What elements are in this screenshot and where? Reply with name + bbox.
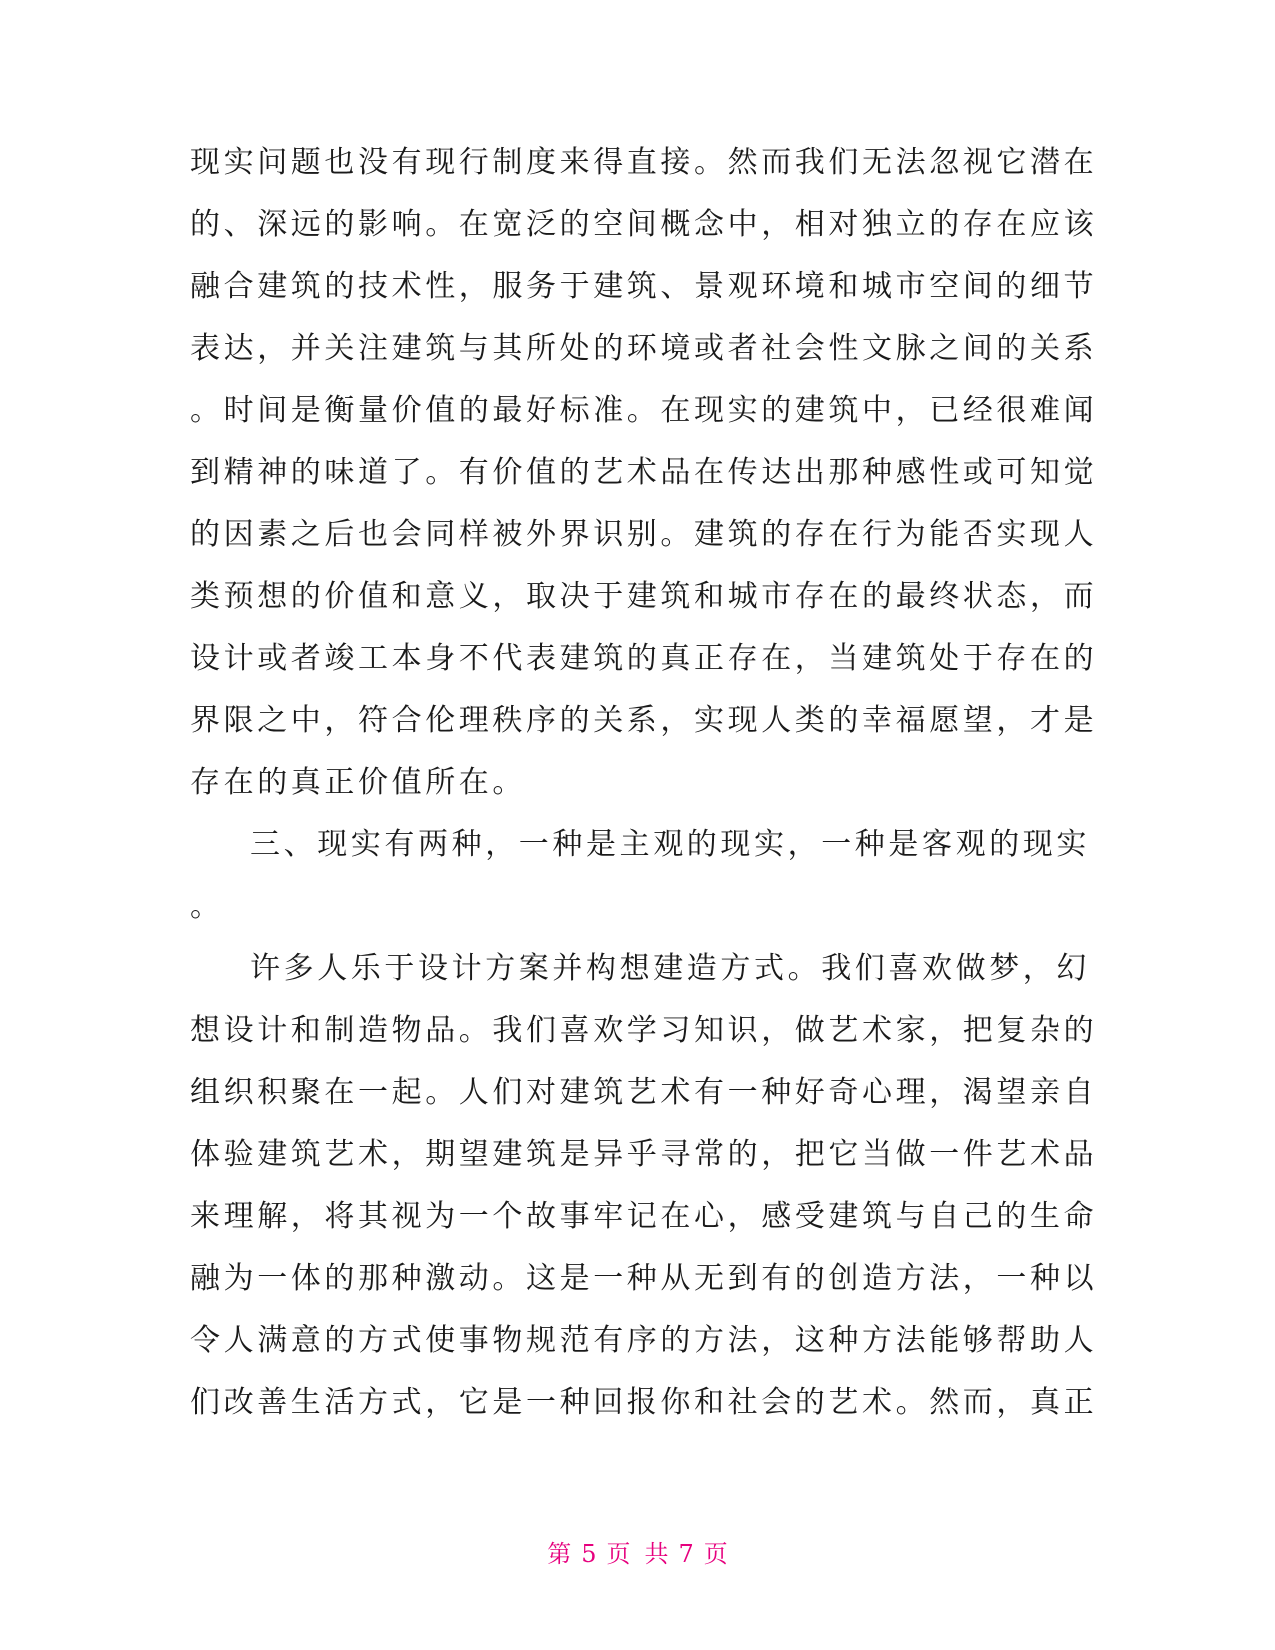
section-heading-line: 三、现实有两种，一种是主观的现实，一种是客观的现实 (250, 827, 1090, 862)
paragraph-line: 。时间是衡量价值的最好标准。在现实的建筑中，已经很难闻 (190, 393, 1098, 428)
paragraph-line: 表达，并关注建筑与其所处的环境或者社会性文脉之间的关系 (190, 331, 1098, 366)
paragraph-line: 想设计和制造物品。我们喜欢学习知识，做艺术家，把复杂的 (190, 1013, 1098, 1048)
page-footer (0, 1534, 1275, 1569)
paragraph-line: 现实问题也没有现行制度来得直接。然而我们无法忽视它潜在 (190, 145, 1098, 180)
footer-total-suffix: 页 (703, 1540, 728, 1568)
footer-page-current: 5 (581, 1540, 597, 1568)
paragraph-line: 令人满意的方式使事物规范有序的方法，这种方法能够帮助人 (190, 1323, 1098, 1358)
paragraph-line: 界限之中，符合伦理秩序的关系，实现人类的幸福愿望，才是 (190, 703, 1098, 738)
paragraph-line: 体验建筑艺术，期望建筑是异乎寻常的，把它当做一件艺术品 (190, 1137, 1098, 1172)
paragraph-line: 来理解，将其视为一个故事牢记在心，感受建筑与自己的生命 (190, 1199, 1098, 1234)
paragraph-line: 的、深远的影响。在宽泛的空间概念中，相对独立的存在应该 (190, 207, 1098, 242)
paragraph-line: 的因素之后也会同样被外界识别。建筑的存在行为能否实现人 (190, 517, 1098, 552)
paragraph-line: 融为一体的那种激动。这是一种从无到有的创造方法，一种以 (190, 1261, 1098, 1296)
paragraph-line: 存在的真正价值所在。 (190, 765, 526, 800)
paragraph-line: 类预想的价值和意义，取决于建筑和城市存在的最终状态，而 (190, 579, 1098, 614)
footer-page-total: 7 (678, 1540, 694, 1568)
paragraph-line: 到精神的味道了。有价值的艺术品在传达出那种感性或可知觉 (190, 455, 1098, 490)
paragraph-line: 融合建筑的技术性，服务于建筑、景观环境和城市空间的细节 (190, 269, 1098, 304)
footer-page-prefix: 第 (547, 1540, 572, 1568)
paragraph-line: 们改善生活方式，它是一种回报你和社会的艺术。然而，真正 (190, 1385, 1098, 1420)
section-heading-line: 。 (190, 889, 224, 924)
paragraph-line: 许多人乐于设计方案并构想建造方式。我们喜欢做梦，幻 (250, 951, 1090, 986)
paragraph-line: 组织积聚在一起。人们对建筑艺术有一种好奇心理，渴望亲自 (190, 1075, 1098, 1110)
footer-total-prefix: 共 (644, 1540, 669, 1568)
footer-page-mid: 页 (606, 1540, 631, 1568)
paragraph-line: 设计或者竣工本身不代表建筑的真正存在，当建筑处于存在的 (190, 641, 1098, 676)
